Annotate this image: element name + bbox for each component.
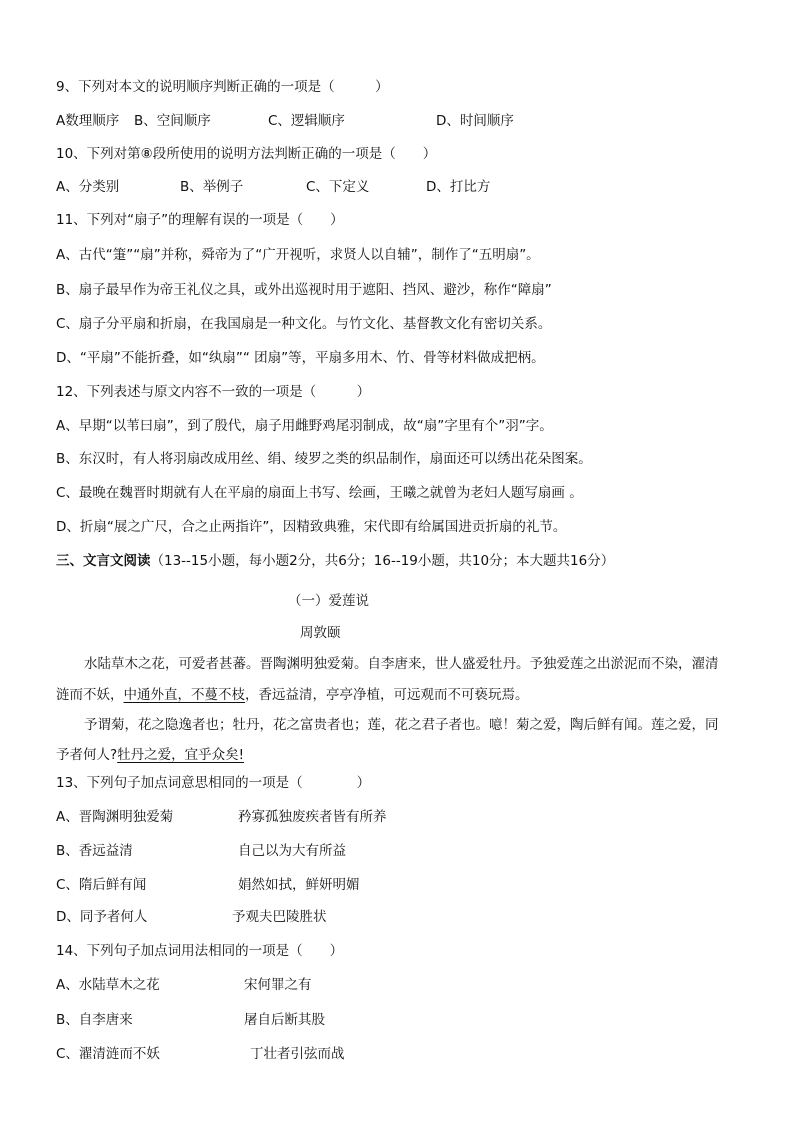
q9-stem: 9、下列对本文的说明顺序判断正确的一项是（ ） [56,79,389,95]
q14-stem: 14、下列句子加点词用法相同的一项是（ ） [56,943,344,959]
section-3-note: （13--15小题，每小题2分，共6分；16--19小题，共10分；本大题共16分） [150,553,615,569]
section-3-title: 三、文言文阅读 [56,553,151,569]
section-3-heading [56,552,614,570]
q13-row-d-right: 予观夫巴陵胜状 [232,909,327,925]
q13-row-a-left: A、晋陶渊明独爱菊 [56,809,174,825]
q13-row-c-right: 娟然如拭，鲜妍明媚 [238,877,360,893]
q11-option-a: A、古代“箑”“扇”并称，舜帝为了“广开视听，求贤人以自辅”，制作了“五明扇”。 [56,247,540,263]
q9-option-c: C、逻辑顺序 [268,113,345,129]
q10-option-b: B、举例子 [180,179,244,195]
q14-row-c-left: C、濯清涟而不妖 [56,1046,160,1062]
q12-option-b: B、东汉时，有人将羽扇改成用丝、绢、绫罗之类的织品制作，扇面还可以绣出花朵图案。 [56,451,592,467]
passage-p2-line2-start: 予者何人? [56,747,118,763]
passage-title: （一）爱莲说 [288,593,369,609]
q13-row-b-left: B、香远益清 [56,843,133,859]
passage-p2-line2 [56,746,244,764]
passage-underlined-phrase-2: 牡丹之爱，宜乎众矣! [117,747,245,763]
q11-stem: 11、下列对“扇子”的理解有误的一项是（ ） [56,212,344,228]
passage-author: 周敦颐 [300,625,341,641]
q11-option-d: D、“平扇”不能折叠，如“纨扇”“ 团扇”等，平扇多用木、竹、骨等材料做成把柄。 [56,350,545,366]
q12-option-d: D、折扇“展之广尺，合之止两指许”，因精致典雅，宋代即有给属国进贡折扇的礼节。 [56,519,567,535]
q13-row-b-right: 自己以为大有所益 [238,843,346,859]
q13-row-c-left: C、隋后鲜有闻 [56,877,147,893]
q14-row-a-right: 宋何罪之有 [244,977,312,993]
q14-row-c-right: 丁壮者引弦而战 [250,1046,345,1062]
q13-row-d-left: D、同予者何人 [56,909,148,925]
passage-underlined-phrase-1: 中通外直，不蔓不枝 [123,687,245,703]
q10-option-d: D、打比方 [426,179,491,195]
q14-row-b-right: 屠自后断其股 [244,1012,325,1028]
passage-p1-line1: 水陆草木之花，可爱者甚蕃。晋陶渊明独爱菊。自李唐来，世人盛爱牡丹。予独爱莲之出淤泥而不染，濯清 [84,656,719,672]
q11-option-b: B、扇子最早作为帝王礼仪之具，或外出巡视时用于遮阳、挡风、避沙，称作“障扇” [56,282,552,298]
q10-option-c: C、下定义 [306,179,370,195]
q13-row-a-right: 矜寡孤独废疾者皆有所养 [238,809,387,825]
q12-option-c: C、最晚在魏晋时期就有人在平扇的扇面上书写、绘画，王曦之就曾为老妇人题写扇画 。 [56,485,583,501]
q14-row-a-left: A、水陆草木之花 [56,977,160,993]
q13-stem: 13、下列句子加点词意思相同的一项是（ ） [56,775,371,791]
q9-option-d: D、时间顺序 [436,113,514,129]
q14-row-b-left: B、自李唐来 [56,1012,133,1028]
passage-p2-line1: 予谓菊，花之隐逸者也；牡丹，花之富贵者也；莲，花之君子者也。噫！菊之爱，陶后鲜有闻。莲之爱，同 [84,717,719,733]
passage-p1-line2-start: 涟而不妖， [56,687,124,703]
q10-option-a: A、分类别 [56,179,120,195]
q10-stem: 10、下列对第⑧段所使用的说明方法判断正确的一项是（ ） [56,146,437,162]
q12-stem: 12、下列表述与原文内容不一致的一项是（ ） [56,384,371,400]
q9-option-b: B、空间顺序 [134,113,211,129]
q9-option-a: A数理顺序 [56,113,120,129]
q12-option-a: A、早期“以苇曰扇”，到了殷代，扇子用雌野鸡尾羽制成，故“扇”字里有个”羽”字。 [56,418,553,434]
q11-option-c: C、扇子分平扇和折扇，在我国扇是一种文化。与竹文化、基督教文化有密切关系。 [56,316,552,332]
passage-p1-line2 [56,686,529,704]
passage-p1-line2-end: ，香远益清，亭亭净植，可远观而不可亵玩焉。 [245,687,529,703]
